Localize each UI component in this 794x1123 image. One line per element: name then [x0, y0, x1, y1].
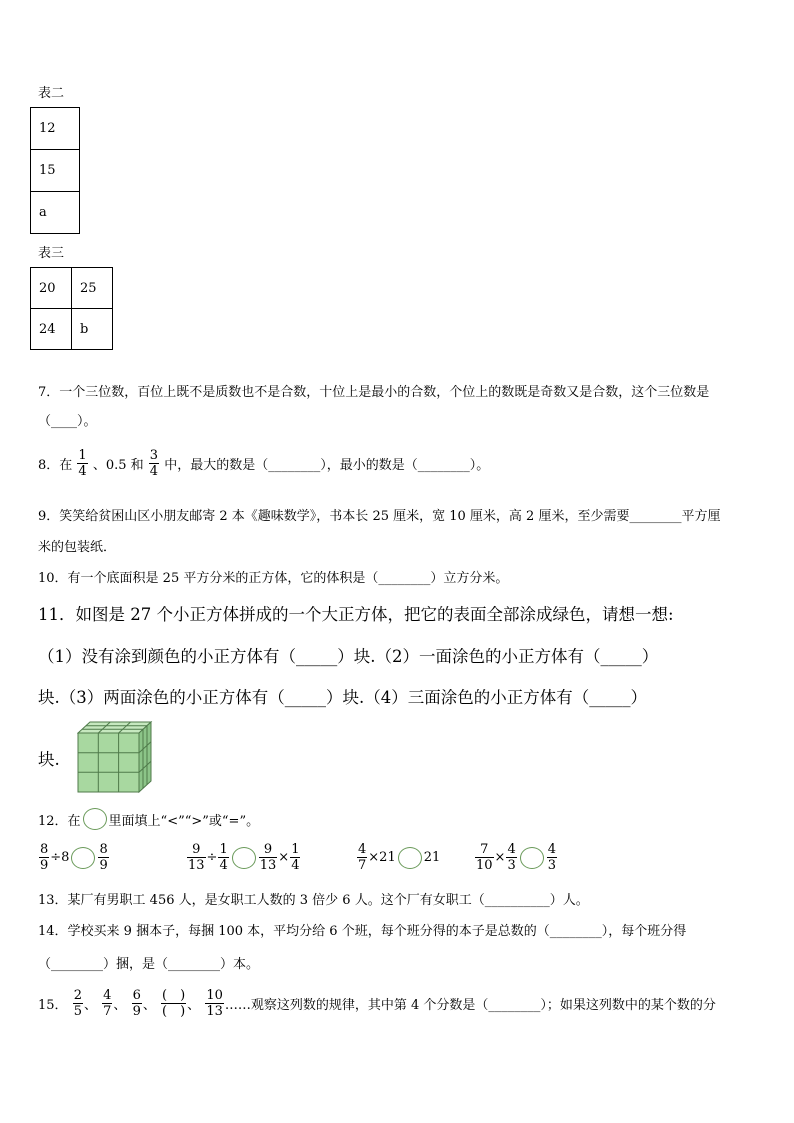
table-cell: 20 — [31, 268, 72, 309]
table3 — [30, 267, 113, 350]
cube-front-face — [78, 733, 139, 792]
question-9-line-1: 9．笑笑给贫困山区小朋友邮寄 2 本《趣味数学》，书本长 25 厘米，宽 10 厘米，高 2 厘米，至少需要________平方厘 — [38, 509, 721, 524]
answer-circle[interactable] — [71, 847, 95, 869]
answer-circle[interactable] — [398, 847, 422, 869]
question-14-line-1: 14．学校买来 9 捆本子，每捆 100 本，平均分给 6 个班，每个班分得的本子是总数的（________），每个班分得 — [38, 924, 687, 939]
comparison-3: $\frac{4}{7}$ ×21 21 — [358, 842, 441, 873]
cube-side-face — [139, 722, 151, 792]
table-cell: 24 — [31, 309, 72, 350]
question-15: 15． $\frac{2}{5}$ 、 $\frac{4}{7}$ 、 $\frac{6}{9}$ 、 $\frac{( )}{( )}$ 、 $\frac{10}{13}$ ……观察这列数的规律，其中第 4 个分数是（________）；如果这列数中的某个数的分 — [38, 988, 716, 1019]
table2-label: 表二 — [38, 86, 65, 101]
question-7-line-1: 7．一个三位数，百位上既不是质数也不是合数，十位上是最小的合数，个位上的数既是奇数又是合数，这个三位数是 — [38, 385, 710, 400]
question-11-line-1: 11．如图是 27 个小正方体拼成的一个大正方体，把它的表面全部涂成绿色，请想一想: — [38, 605, 674, 624]
table-cell: a — [31, 192, 80, 234]
table-cell: 12 — [31, 108, 80, 150]
answer-circle[interactable] — [232, 847, 256, 869]
question-11-line-2: （1）没有涂到颜色的小正方体有（_____）块.（2）一面涂色的小正方体有（_____） — [38, 647, 659, 666]
comparison-1: $\frac{8}{9}$ ÷8 $\frac{8}{9}$ — [40, 842, 108, 873]
cube-top-face — [78, 722, 151, 733]
comparison-4: $\frac{7}{10}$ × $\frac{4}{3}$ $\frac{4}{3}$ — [476, 842, 557, 873]
answer-circle[interactable] — [520, 847, 544, 869]
table-cell: 15 — [31, 150, 80, 192]
cube-figure — [77, 721, 153, 793]
fraction: $\frac{3}{4}$ — [149, 448, 159, 479]
question-7-line-2: （____）。 — [38, 414, 97, 429]
question-11-line-3: 块.（3）两面涂色的小正方体有（_____）块.（4）三面涂色的小正方体有（_____） — [38, 688, 647, 707]
fraction: $\frac{1}{4}$ — [78, 448, 87, 479]
question-10: 10．有一个底面积是 25 平方分米的正方体，它的体积是（________）立方分米。 — [38, 571, 509, 586]
question-9-line-2: 米的包装纸． — [38, 540, 117, 555]
table2 — [30, 107, 80, 234]
table3-label: 表三 — [38, 246, 65, 261]
answer-circle[interactable] — [83, 808, 107, 830]
table-cell: b — [72, 309, 113, 350]
question-13: 13．某厂有男职工 456 人，是女职工人数的 3 倍少 6 人。这个厂有女职工（__________）人。 — [38, 893, 589, 908]
comparison-2: $\frac{9}{13}$ ÷ $\frac{1}{4}$ $\frac{9}{13}$ × $\frac{1}{4}$ — [188, 842, 300, 873]
question-8: 8．在 $\frac{1}{4}$ 、0.5 和 $\frac{3}{4}$ 中，最大的数是（________），最小的数是（________）。 — [38, 448, 490, 479]
table-cell: 25 — [72, 268, 113, 309]
question-14-line-2: （________）捆，是（________）本。 — [38, 957, 260, 972]
question-12-prompt: 12．在 里面填上“<”“>”或“=”。 — [38, 808, 259, 830]
question-11-line-4: 块. — [38, 750, 60, 769]
